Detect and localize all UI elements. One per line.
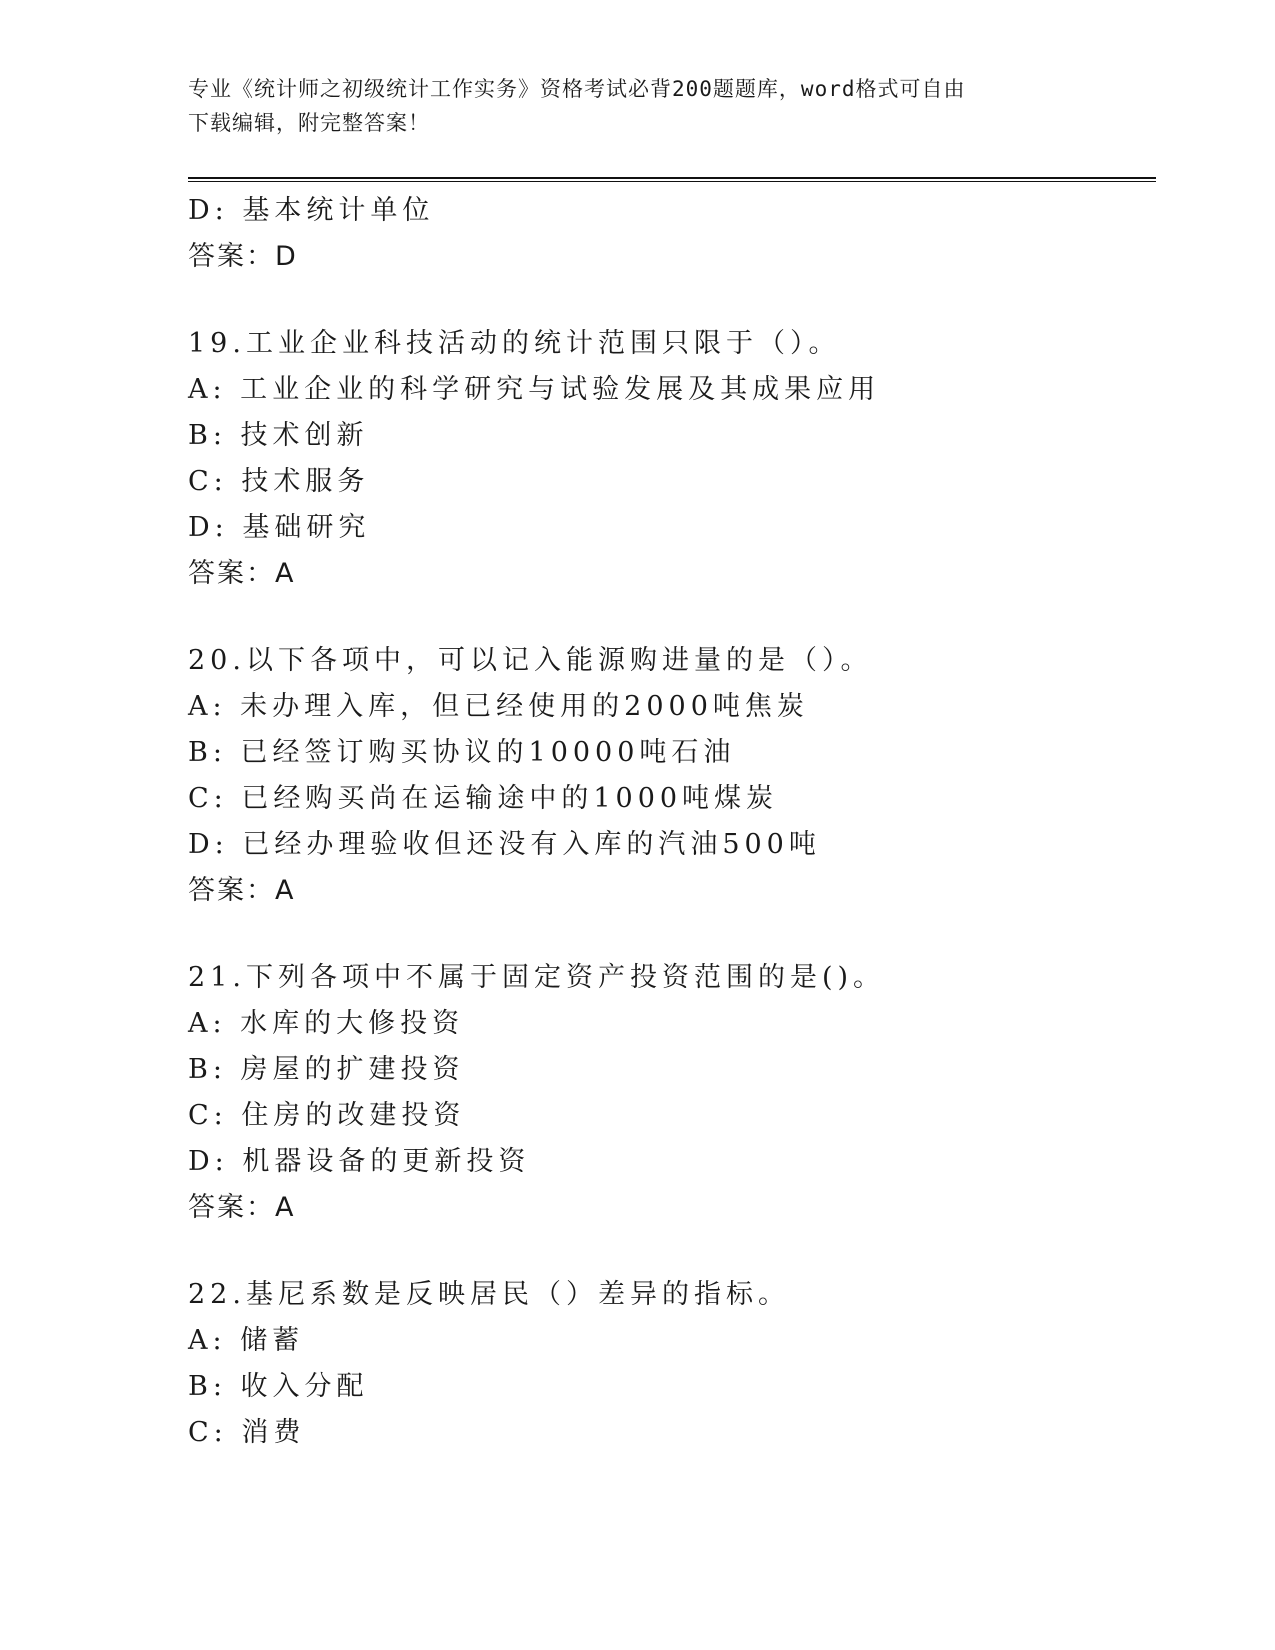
answer-line: 答案：A	[188, 875, 296, 906]
option-c: C: 住房的改建投资	[188, 1100, 466, 1131]
question-21	[188, 955, 1148, 1231]
header-divider	[188, 177, 1156, 182]
question-stem: 19.工业企业科技活动的统计范围只限于（）。	[188, 328, 841, 359]
option-c: C: 消费	[188, 1417, 306, 1448]
option-c: C: 已经购买尚在运输途中的1000吨煤炭	[188, 783, 779, 814]
question-19	[188, 321, 1148, 597]
header-title-line2: 下载编辑，附完整答案！	[188, 111, 430, 135]
question-stem: 22.基尼系数是反映居民（）差异的指标。	[188, 1279, 790, 1310]
option-d: D: 已经办理验收但还没有入库的汽油500吨	[188, 829, 821, 860]
option-b: B: 已经签订购买协议的10000吨石油	[188, 737, 736, 768]
question-18-tail	[188, 188, 1148, 280]
option-b: B: 收入分配	[188, 1371, 369, 1402]
question-stem: 21.下列各项中不属于固定资产投资范围的是()。	[188, 962, 886, 993]
answer-line: 答案：D	[188, 241, 298, 272]
answer-line: 答案：A	[188, 1192, 296, 1223]
document-body	[188, 188, 1148, 1456]
answer-line: 答案：A	[188, 558, 296, 589]
option-a: A: 未办理入库，但已经使用的2000吨焦炭	[188, 691, 809, 722]
option-d: D: 基本统计单位	[188, 195, 435, 226]
option-d: D: 机器设备的更新投资	[188, 1146, 531, 1177]
question-20	[188, 638, 1148, 914]
option-b: B: 房屋的扩建投资	[188, 1054, 465, 1085]
question-22	[188, 1272, 1148, 1456]
option-a: A: 工业企业的科学研究与试验发展及其成果应用	[188, 374, 881, 405]
option-b: B: 技术创新	[188, 420, 369, 451]
page-header	[188, 72, 1068, 140]
header-title-line1: 专业《统计师之初级统计工作实务》资格考试必背200题题库，word格式可自由	[188, 77, 966, 101]
option-c: C: 技术服务	[188, 466, 370, 497]
option-a: A: 储蓄	[188, 1325, 305, 1356]
question-stem: 20.以下各项中，可以记入能源购进量的是（）。	[188, 645, 873, 676]
option-a: A: 水库的大修投资	[188, 1008, 465, 1039]
option-d: D: 基础研究	[188, 512, 371, 543]
